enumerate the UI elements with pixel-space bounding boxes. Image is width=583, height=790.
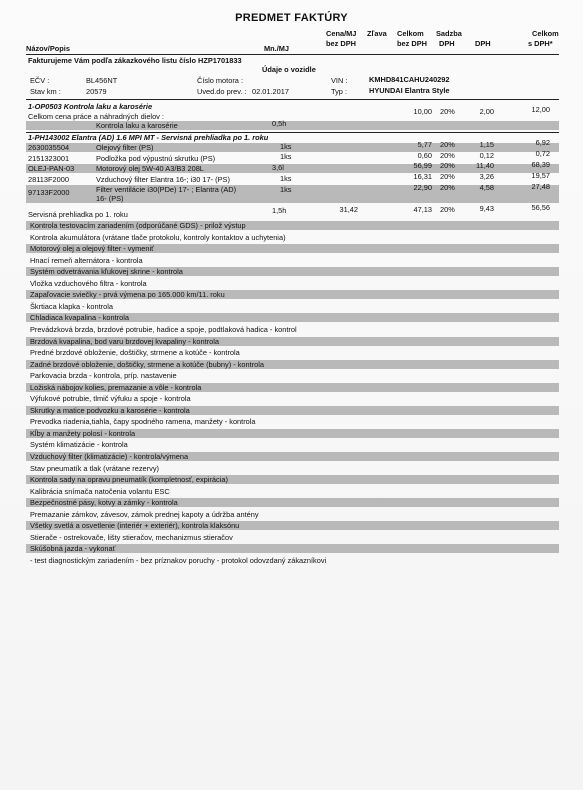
list-item: Kontrola sady na opravu pneumatík (kompletnosť, expirácia) xyxy=(30,475,228,485)
list-item: Kontrola testovacím zariadením (odporúčané GDS) - prilož výstup xyxy=(30,221,246,230)
list-item: Brzdová kvapalina, bod varu brzdovej kvapaliny - kontrola xyxy=(30,336,219,346)
part-name: Olejový filter (PS) xyxy=(96,143,154,152)
service-gross: 56,56 xyxy=(531,203,550,212)
list-item: - test diagnostickým zariadením - bez príznakov poruchy - protokol odovzdaný zákazníkovi xyxy=(30,555,327,565)
part-gross: 19,57 xyxy=(531,171,550,180)
col-total-1: Celkom xyxy=(397,29,424,38)
vehicle-divider xyxy=(26,99,559,100)
section-2-title: 1-PH143002 Elantra (AD) 1.6 MPI MT - Servisná prehliadka po 1. roku xyxy=(28,133,269,142)
part-rate: 20% xyxy=(440,172,455,181)
engine-label: Číslo motora : xyxy=(197,76,244,85)
list-item: Vzduchový filter (klimatizácie) - kontrola/výmena xyxy=(30,452,189,461)
part-name: Vzduchový filter Elantra 16-; i30 17- (PS) xyxy=(96,175,230,184)
col-qty: Mn./MJ xyxy=(264,44,290,53)
col-gross-1: Celkom xyxy=(532,29,559,38)
part-qty: 1ks xyxy=(280,174,292,183)
vehicle-heading: Údaje o vozidle xyxy=(262,65,316,74)
list-item: Prevádzková brzda, brzdové potrubie, hadice a spoje, podtlaková hadica - kontrol xyxy=(30,324,297,334)
ecv-value: BL456NT xyxy=(86,76,118,85)
list-item: Skrutky a matice podvozku a karosérie - kontrola xyxy=(30,405,190,415)
date-label: Uved.do prev. : xyxy=(197,87,247,96)
list-item: Škrtiaca klapka - kontrola xyxy=(30,301,113,311)
list-item: Premazanie zámkov, závesov, zámok prednej kapoty a údržba antény xyxy=(30,509,259,519)
service-vat: 9,43 xyxy=(479,204,494,213)
part-name: Motorový olej 5W-40 A3/B3 208L xyxy=(96,164,204,173)
service-qty: 1,5h xyxy=(272,206,287,215)
section-1-rate: 20% xyxy=(440,107,455,116)
col-price-2: bez DPH xyxy=(326,39,356,48)
part-gross: 6,92 xyxy=(535,138,550,147)
part-qty: 3,6l xyxy=(272,163,284,172)
section-1-vat: 2,00 xyxy=(479,107,494,116)
part-gross: 68,39 xyxy=(531,160,550,169)
col-gross-2: s DPH* xyxy=(528,39,553,48)
list-item: Skúšobná jazda - vykonať xyxy=(30,544,116,554)
part-total: 16,31 xyxy=(413,172,432,181)
type-label: Typ : xyxy=(331,87,348,96)
intro-text: Fakturujeme Vám podľa zákazkového listu číslo HZP1701833 xyxy=(28,56,242,65)
part-qty: 1ks xyxy=(280,142,292,151)
list-item: Ložiská nábojov kolies, premazanie a vôle - kontrola xyxy=(30,382,202,392)
part-gross: 0,72 xyxy=(535,149,550,158)
part-code: 2630035504 xyxy=(28,143,70,152)
col-rate-1: Sadzba xyxy=(436,29,462,38)
part-name-continued: 16- (PS) xyxy=(96,194,124,203)
col-vat: DPH xyxy=(475,39,491,48)
part-code: 2151323001 xyxy=(28,154,70,163)
list-item: Stav pneumatík a tlak (vrátane rezervy) xyxy=(30,463,159,473)
part-total: 0,60 xyxy=(417,151,432,160)
service-name: Servisná prehliadka po 1. roku xyxy=(28,210,128,219)
part-vat: 11,40 xyxy=(476,161,494,170)
km-label: Stav km : xyxy=(30,87,61,96)
service-total: 47,13 xyxy=(413,205,432,214)
km-value: 20579 xyxy=(86,87,107,96)
list-item: Systém klimatizácie - kontrola xyxy=(30,440,128,450)
part-rate: 20% xyxy=(440,183,455,192)
col-rate-2: DPH xyxy=(439,39,455,48)
part-vat: 3,26 xyxy=(479,172,494,181)
part-qty: 1ks xyxy=(280,185,292,194)
service-rate: 20% xyxy=(440,205,455,214)
list-item: Chladiaca kvapalina - kontrola xyxy=(30,313,130,323)
vin-label: VIN : xyxy=(331,76,348,85)
list-item: Motorový olej a olejový filter - vymeniť xyxy=(30,244,154,254)
part-code: 97133F2000 xyxy=(28,188,70,197)
list-item: Všetky svetlá a osvetlenie (interiér + exteriér), kontrola klaksónu xyxy=(30,521,240,531)
section-1-item-qty: 0,5h xyxy=(272,119,287,128)
list-item: Predné brzdové obloženie, doštičky, strmene a kotúče - kontrola xyxy=(30,348,240,358)
part-gross: 27,48 xyxy=(531,182,550,191)
col-name: Názov/Popis xyxy=(26,44,70,53)
col-discount: Zľava xyxy=(367,29,387,38)
list-item: Kalibrácia snímača natočenia volantu ESC xyxy=(30,486,170,496)
list-item: Zapaľovacie sviečky - prvá výmena po 165.000 km/11. roku xyxy=(30,290,225,300)
col-total-2: bez DPH xyxy=(397,39,427,48)
part-total: 22,90 xyxy=(413,183,432,192)
part-code: OLEJ-PAN-03 xyxy=(28,164,75,173)
service-price: 31,42 xyxy=(339,205,358,214)
list-item: Kĺby a manžety polosí - kontrola xyxy=(30,428,136,438)
part-total: 56,99 xyxy=(413,161,432,170)
list-item: Hnací remeň alternátora - kontrola xyxy=(30,255,143,265)
list-item: Výfukové potrubie, tlmič výfuku a spoje - kontrola xyxy=(30,394,191,404)
col-price-1: Cena/MJ xyxy=(326,29,357,38)
part-vat: 0,12 xyxy=(479,151,494,160)
part-total: 5,77 xyxy=(417,140,432,149)
section-1-total: 10,00 xyxy=(413,107,432,116)
part-name: Podložka pod výpustnú skrutku (PS) xyxy=(96,154,216,163)
vin-value: KMHD841CAHU240292 xyxy=(369,75,450,84)
list-item: Parkovacia brzda - kontrola, príp. nastavenie xyxy=(30,371,177,381)
list-item: Stierače - ostrekovače, lišty stieračov, mechanizmus stieračov xyxy=(30,532,233,542)
part-name: Filter ventilácie i30(PDe) 17- ; Elantra (AD) xyxy=(96,185,237,194)
part-rate: 20% xyxy=(440,151,455,160)
date-value: 02.01.2017 xyxy=(252,87,289,96)
type-value: HYUNDAI Elantra Style xyxy=(369,86,450,95)
list-item: Zadné brzdové obloženie, doštičky, strmene a kotúče (bubny) - kontrola xyxy=(30,359,265,369)
header-divider xyxy=(26,54,559,55)
list-item: Bezpečnostné pásy, kotvy a zámky - kontrola xyxy=(30,498,178,508)
part-vat: 4,58 xyxy=(479,183,494,192)
list-item: Vložka vzduchového filtra - kontrola xyxy=(30,278,147,288)
part-rate: 20% xyxy=(440,140,455,149)
part-qty: 1ks xyxy=(280,152,292,161)
list-item: Systém odvetrávania kľukovej skrine - kontrola xyxy=(30,267,183,277)
part-vat: 1,15 xyxy=(479,140,494,149)
ecv-label: EČV : xyxy=(30,76,50,85)
section-1-gross: 12,00 xyxy=(531,105,550,114)
section-1-title: 1-OP0503 Kontrola laku a karosérie xyxy=(28,102,153,111)
part-rate: 20% xyxy=(440,161,455,170)
part-code: 28113F2000 xyxy=(28,175,69,184)
list-item: Kontrola akumulátora (vrátane tlače protokolu, kontroly kontaktov a uchytenia) xyxy=(30,232,286,242)
section-1-item: Kontrola laku a karosérie xyxy=(96,121,178,130)
page-title: PREDMET FAKTÚRY xyxy=(235,12,348,24)
list-item: Prevodka riadenia,tiahla, čapy spodného ramena, manžety - kontrola xyxy=(30,417,256,427)
section-1-line: Celkom cena práce a náhradných dielov : xyxy=(28,112,164,121)
